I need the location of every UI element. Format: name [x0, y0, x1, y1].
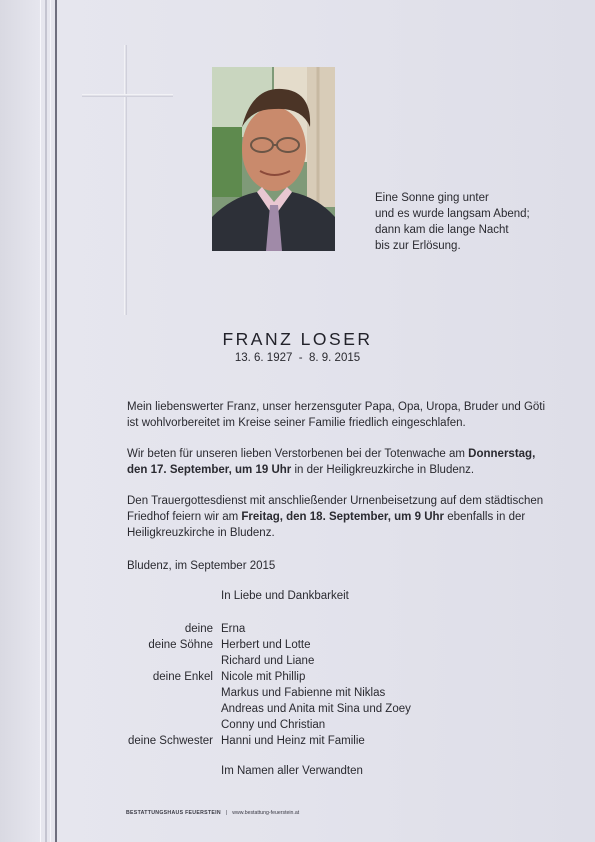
family-names: Andreas und Anita mit Sina und Zoey: [221, 703, 411, 715]
footer-company: BESTATTUNGSHAUS FEUERSTEIN: [126, 810, 221, 816]
service-location: ebenfalls in der Heiligkreuzkirche in Bludenz.: [127, 511, 526, 539]
family-list: [100, 621, 411, 749]
family-row: [100, 653, 411, 669]
border-line: [50, 0, 51, 842]
footer: [126, 810, 299, 816]
cross-icon-bar: [82, 94, 173, 97]
wake-location: in der Heiligkreuzkirche in Bludenz.: [291, 464, 475, 476]
family-relation: [100, 685, 221, 701]
family-row: [100, 717, 411, 733]
family-names: Conny und Christian: [221, 719, 326, 731]
footer-url: www.bestattung-feuerstein.at: [232, 810, 300, 816]
poem-line: dann kam die lange Nacht: [375, 224, 509, 236]
family-names: Herbert und Lotte: [221, 639, 311, 651]
poem-line: Eine Sonne ging unter: [375, 192, 489, 204]
family-relation: deine Enkel: [152, 671, 213, 683]
border-line: [40, 0, 41, 842]
family-row: [100, 733, 411, 749]
service-paragraph: [127, 493, 547, 541]
deceased-name: FRANZ LOSER: [222, 329, 373, 349]
family-names: Erna: [221, 623, 246, 635]
closing-relatives: Im Namen aller Verwandten: [221, 765, 363, 777]
family-row: [100, 621, 411, 637]
place-date: Bludenz, im September 2015: [127, 560, 276, 572]
poem: [375, 190, 530, 254]
service-date: Freitag, den 18. September, um 9 Uhr: [241, 511, 444, 523]
family-names: Nicole mit Phillip: [221, 671, 306, 683]
family-relation: [100, 717, 221, 733]
family-relation: deine Söhne: [148, 639, 213, 651]
intro-paragraph: Mein liebenswerter Franz, unser herzensguter Papa, Opa, Uropa, Bruder und Göti ist wohlvorbereitet im Kreise seiner Familie friedlich eingeschlafen.: [127, 401, 546, 429]
poem-line: bis zur Erlösung.: [375, 240, 461, 252]
family-relation: [100, 653, 221, 669]
life-dates: 13. 6. 1927 - 8. 9. 2015: [234, 352, 361, 364]
family-relation: [100, 701, 221, 717]
family-relation: deine Schwester: [127, 735, 213, 747]
wake-date: Donnerstag, den 17. September, um 19 Uhr: [127, 448, 536, 476]
family-row: [100, 637, 411, 653]
cross-icon: [124, 45, 127, 315]
family-names: Markus und Fabienne mit Niklas: [221, 687, 386, 699]
footer-separator: |: [225, 810, 228, 816]
wake-paragraph: [127, 446, 547, 478]
portrait-photo: [212, 67, 335, 251]
service-text: Den Trauergottesdienst mit anschließender Urnenbeisetzung auf dem städtischen Friedhof feiern wir am: [127, 495, 544, 523]
family-row: [100, 669, 411, 685]
family-row: [100, 701, 411, 717]
closing-line: In Liebe und Dankbarkeit: [221, 590, 349, 602]
family-row: [100, 685, 411, 701]
border-line: [45, 0, 47, 842]
family-names: Hanni und Heinz mit Familie: [221, 735, 365, 747]
border-line: [55, 0, 57, 842]
family-names: Richard und Liane: [221, 655, 315, 667]
wake-text: Wir beten für unseren lieben Verstorbenen bei der Totenwache am: [127, 448, 469, 460]
family-relation: deine: [184, 623, 213, 635]
poem-line: und es wurde langsam Abend;: [375, 208, 530, 220]
